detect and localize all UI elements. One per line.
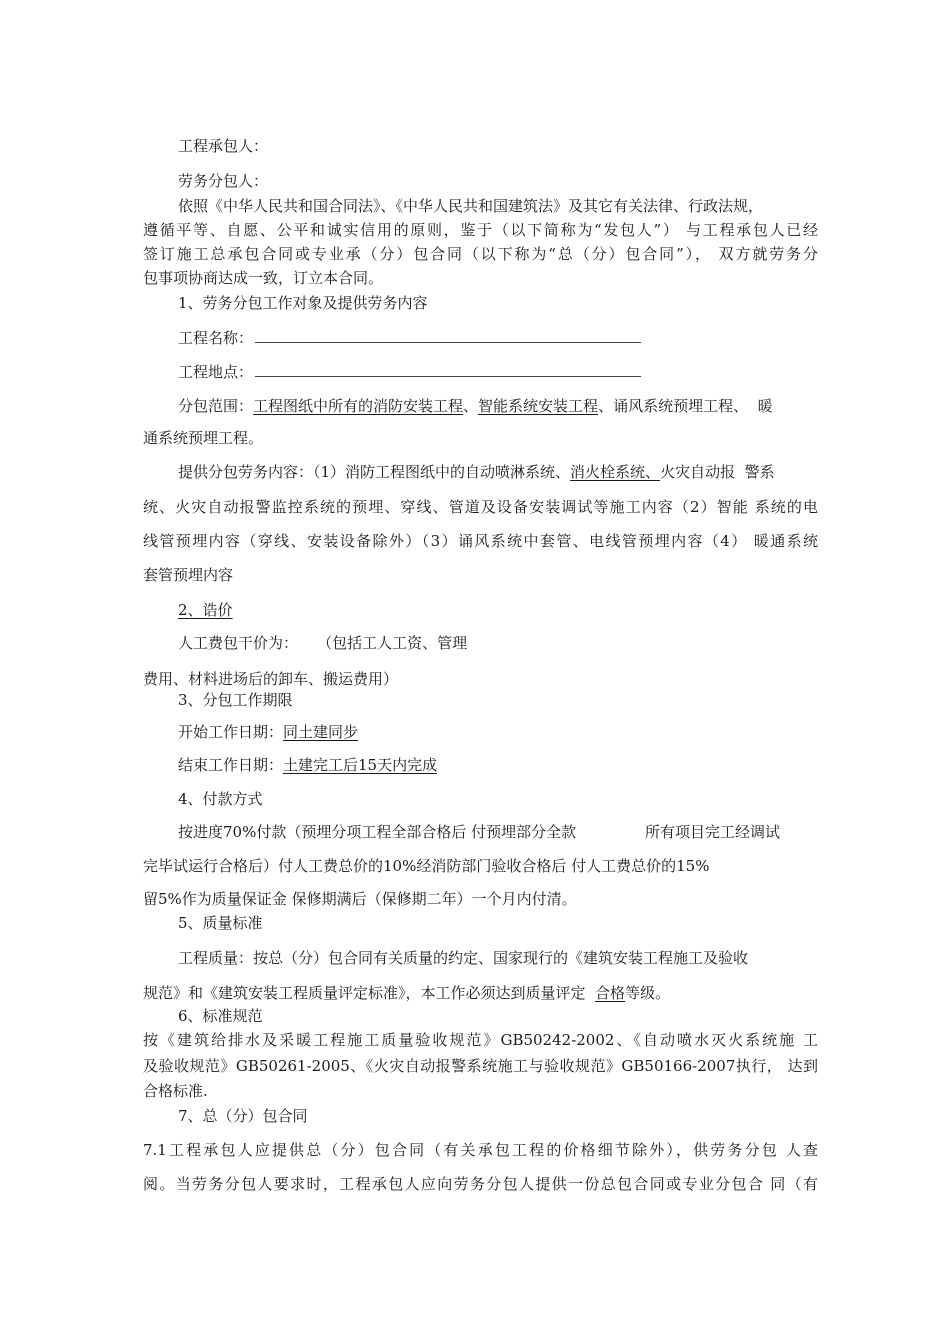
section-1-heading: 1、劳务分包工作对象及提供劳务内容 (178, 294, 428, 312)
quality-grade: 合格 (595, 984, 626, 1002)
preamble-line-2: 遵循平等、自愿、公平和诚实信用的原则，鉴于（以下简称为“发包人”） 与工程承包人已经 (143, 221, 818, 239)
payment-line-2: 完毕试运行合格后）付人工费总价的10%经消防部门验收合格后 付人工费总价的15% (143, 857, 710, 875)
labor-content-line-4: 套管预埋内容 (143, 566, 234, 584)
section-4-heading: 4、付款方式 (178, 790, 263, 808)
standards-line-2: 及验收规范》GB50261-2005、《火灾自动报警系统施工与验收规范》GB50166-2007执行， 达到 (143, 1057, 818, 1075)
quality-line-2 (143, 983, 670, 1003)
project-name-label: 工程名称： (178, 329, 254, 347)
start-date-row (178, 722, 358, 742)
price-line-1: 人工费包干价为： （包括工人工资、管理 (178, 634, 468, 652)
scope-label: 分包范围： (178, 397, 254, 415)
preamble-line-1: 依照《中华人民共和国合同法》、《中华人民共和国建筑法》及其它有关法律、行政法规， (178, 197, 764, 215)
scope-rest: 、诵风系统预埋工程、 暖 (598, 397, 773, 415)
project-location-label: 工程地点： (178, 363, 254, 381)
labor-subcontractor-label: 劳务分包人： (178, 172, 269, 190)
start-date-label: 开始工作日期： (178, 723, 284, 741)
preamble-line-3: 签订施工总承包合同或专业承（分）包合同（以下称为“总（分）包合同”）， 双方就劳务分 (143, 245, 818, 263)
payment-line-3: 留5%作为质量保证金 保修期满后（保修期二年）一个月内付清。 (143, 890, 577, 908)
quality-line-2-text: 规范》和《建筑安装工程质量评定标准》，本工作必须达到质量评定 (143, 984, 596, 1002)
labor-content-line-2: 统、火灾自动报警监控系统的预埋、穿线、管道及设备安装调试等施工内容（2）智能 系统的电 (143, 498, 818, 516)
end-date-label: 结束工作日期： (178, 756, 284, 774)
project-name-row (178, 328, 641, 348)
start-date-value: 同土建同步 (283, 723, 359, 741)
project-location-blank (255, 362, 641, 377)
scope-line-2: 通系统预埋工程。 (143, 429, 264, 447)
labor-content-part-a: 提供分包劳务内容：（1）消防工程图纸中的自动喷淋系统、 (178, 463, 571, 481)
contractor-label: 工程承包人： (178, 137, 269, 155)
payment-line-1b: 所有项目完工经调试 (645, 823, 781, 841)
section-2-heading: 2、诰价 (178, 601, 233, 619)
standards-line-1: 按《建筑给排水及采暖工程施工质量验收规范》GB50242-2002、《自动喷水灭火系统施 工 (143, 1031, 818, 1049)
labor-content-hydrant: 消火栓系统、 (570, 463, 661, 481)
quality-line-1: 工程质量：按总（分）包合同有关质量的约定、国家现行的《建筑安装工程施工及验收 (178, 949, 749, 967)
labor-content-row (178, 462, 775, 482)
section-7-heading: 7、总（分）包合同 (178, 1107, 308, 1125)
end-date-value: 土建完工后15天内完成 (283, 756, 438, 774)
project-name-blank (255, 328, 641, 343)
project-location-row (178, 362, 641, 382)
contract-line-2: 阅。当劳务分包人要求时，工程承包人应向劳务分包人提供一份总包合同或专业分包合 同（有 (143, 1175, 818, 1193)
labor-content-line-3: 线管预埋内容（穿线、安装设备除外）（3）诵风系统中套管、电线管预埋内容（4） 暖通系统 (143, 532, 818, 550)
payment-line-1a: 按进度70%付款（预埋分项工程全部合格后 付预埋部分全款 (178, 823, 577, 841)
quality-line-2-end: 等级。 (625, 984, 671, 1002)
price-line-2: 费用、材料进场后的卸车、搬运费用） (143, 670, 399, 688)
labor-content-part-b: 火灾自动报 警系 (660, 463, 775, 481)
preamble-line-4: 包事项协商达成一致，订立本合同。 (143, 269, 384, 287)
end-date-row (178, 755, 437, 775)
section-3-heading: 3、分包工作期限 (178, 691, 293, 709)
section-6-heading: 6、标准规范 (178, 1007, 263, 1025)
scope-row (178, 396, 773, 416)
scope-fire-protection: 工程图纸中所有的消防安装工程 (253, 397, 464, 415)
contract-line-1: 7.1工程承包人应提供总（分）包合同（有关承包工程的价格细节除外），供劳务分包 人查 (143, 1141, 818, 1159)
scope-intelligent-system: 智能系统安装工程 (478, 397, 599, 415)
scope-separator: 、 (463, 397, 479, 415)
standards-line-3: 合格标准. (143, 1082, 208, 1100)
section-5-heading: 5、质量标准 (178, 914, 263, 932)
